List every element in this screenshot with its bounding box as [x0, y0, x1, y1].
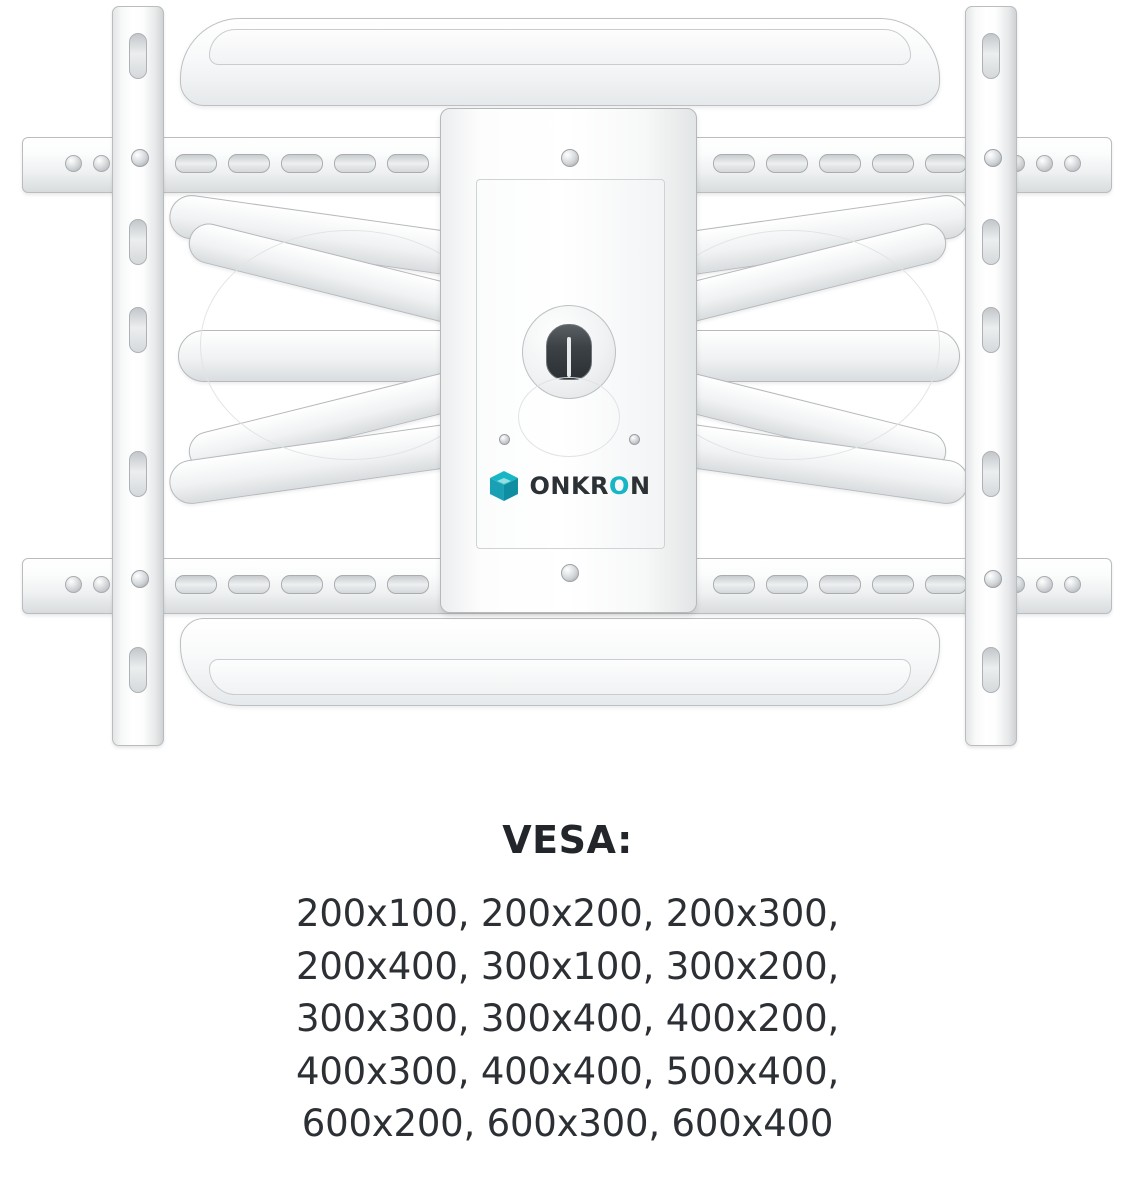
- top-pad-inner: [209, 29, 911, 65]
- pivot-shadow-ring: [518, 377, 620, 457]
- onkron-cube-icon: [486, 469, 520, 503]
- center-vesa-plate: [440, 108, 697, 613]
- plate-screw: [629, 434, 640, 445]
- vesa-line: 600x200, 600x300, 600x400: [301, 1102, 834, 1146]
- rail-hole: [93, 155, 110, 172]
- rail-slot: [766, 154, 808, 173]
- rail-slot: [228, 575, 270, 594]
- rail-slot: [713, 575, 755, 594]
- logo-text-accent: O: [609, 472, 630, 500]
- vesa-title: VESA:: [502, 818, 633, 862]
- wall-rail-slot: [982, 451, 1000, 497]
- bottom-curved-pad: [180, 618, 940, 706]
- brand-logo-text: [529, 472, 650, 500]
- wall-rail-slot: [982, 219, 1000, 265]
- rail-slot: [334, 575, 376, 594]
- rail-hole: [1064, 576, 1081, 593]
- bottom-pad-inner: [209, 659, 911, 695]
- rail-slot: [175, 154, 217, 173]
- logo-text-prefix: ONKR: [529, 472, 610, 500]
- wall-rail-slot: [129, 33, 147, 79]
- rail-hole: [65, 576, 82, 593]
- rail-slot: [925, 154, 967, 173]
- rail-hole: [93, 576, 110, 593]
- center-plate-top-bolt: [561, 149, 579, 167]
- wall-rail-slot: [129, 307, 147, 353]
- vesa-line: 400x300, 400x400, 500x400,: [295, 1049, 840, 1093]
- rail-slot: [872, 154, 914, 173]
- rail-slot: [228, 154, 270, 173]
- vesa-pattern-list: [0, 888, 1135, 1151]
- rail-slot: [925, 575, 967, 594]
- right-vertical-wall-rail: [965, 6, 1017, 746]
- left-vertical-wall-rail: [112, 6, 164, 746]
- center-plate-bottom-bolt: [561, 564, 579, 582]
- wall-rail-slot: [982, 307, 1000, 353]
- wall-rail-slot: [129, 451, 147, 497]
- wall-rail-slot: [129, 647, 147, 693]
- wall-rail-slot: [982, 33, 1000, 79]
- rail-slot: [766, 575, 808, 594]
- vesa-spec-block: [0, 818, 1135, 1151]
- rail-slot: [713, 154, 755, 173]
- rail-hole: [65, 155, 82, 172]
- rail-hole: [1064, 155, 1081, 172]
- wall-rail-slot: [982, 647, 1000, 693]
- vesa-line: 300x300, 300x400, 400x200,: [295, 997, 840, 1041]
- wall-rail-bolt: [984, 149, 1002, 167]
- rail-slot: [334, 154, 376, 173]
- plate-screw: [499, 434, 510, 445]
- top-curved-pad: [180, 18, 940, 106]
- rail-hole: [1036, 155, 1053, 172]
- wall-rail-bolt: [984, 570, 1002, 588]
- rail-slot: [819, 154, 861, 173]
- brand-logo: [486, 469, 650, 503]
- rail-hole: [1036, 576, 1053, 593]
- vesa-line: 200x100, 200x200, 200x300,: [295, 892, 840, 935]
- rail-slot: [387, 575, 429, 594]
- wall-rail-bolt: [131, 149, 149, 167]
- rail-slot: [387, 154, 429, 173]
- rail-slot: [281, 575, 323, 594]
- rail-slot: [175, 575, 217, 594]
- rail-slot: [872, 575, 914, 594]
- rail-slot: [281, 154, 323, 173]
- rail-slot: [819, 575, 861, 594]
- wall-rail-slot: [129, 219, 147, 265]
- vesa-line: 200x400, 300x100, 300x200,: [295, 944, 840, 988]
- wall-rail-bolt: [131, 570, 149, 588]
- pivot-core: [546, 324, 592, 380]
- logo-text-suffix: N: [629, 472, 651, 500]
